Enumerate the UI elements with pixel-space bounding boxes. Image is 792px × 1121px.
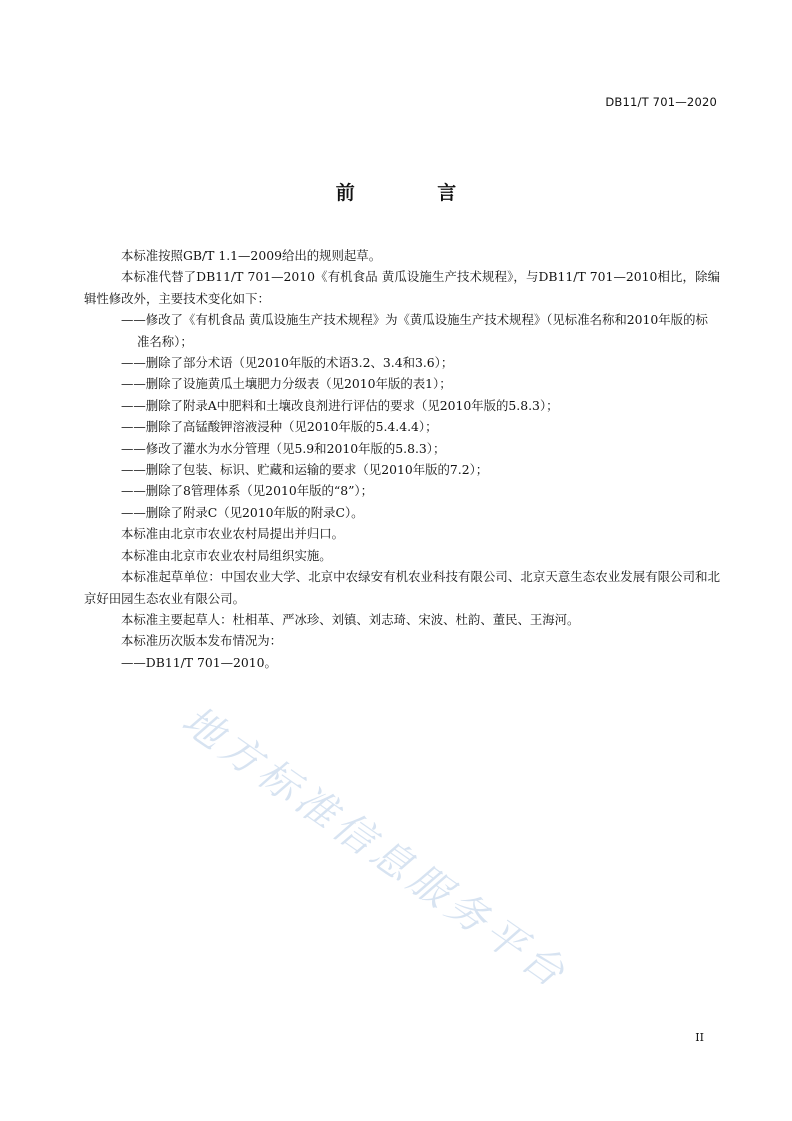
foreword-body <box>84 245 720 673</box>
change-item: ——修改了灌水为水分管理（见5.9和2010年版的5.8.3）； <box>121 440 446 456</box>
paragraph: 本标准主要起草人：杜相革、严冰珍、刘镇、刘志琦、宋波、杜韵、董民、王海河。 <box>121 611 580 627</box>
paragraph: 本标准代替了DB11/T 701—2010《有机食品 黄瓜设施生产技术规程》，与DB11/T 701—2010相比，除编辑性修改外，主要技术变化如下： <box>84 269 720 306</box>
paragraph: 本标准起草单位：中国农业大学、北京中农绿安有机农业科技有限公司、北京天意生态农业发展有限公司和北京好田园生态农业有限公司。 <box>84 569 720 606</box>
paragraph: 本标准由北京市农业农村局提出并归口。 <box>121 526 345 542</box>
change-item: ——修改了《有机食品 黄瓜设施生产技术规程》为《黄瓜设施生产技术规程》（见标准名称和2010年版的标准名称）； <box>121 312 708 349</box>
change-item: ——删除了8管理体系（见2010年版的“8”）； <box>121 483 374 499</box>
paragraph: 本标准历次版本发布情况为： <box>121 633 283 649</box>
change-item: ——删除了设施黄瓜土壤肥力分级表（见2010年版的表1）； <box>121 376 452 392</box>
page-number: II <box>695 1031 704 1044</box>
change-item: ——删除了高锰酸钾溶液浸种（见2010年版的5.4.4.4）； <box>121 419 438 435</box>
document-code: DB11/T 701—2020 <box>605 95 717 109</box>
change-item: ——删除了包装、标识、贮藏和运输的要求（见2010年版的7.2）； <box>121 462 489 478</box>
paragraph: 本标准由北京市农业农村局组织实施。 <box>121 547 332 563</box>
page-title: 前 言 <box>335 182 495 204</box>
watermark: 地方标准信息服务平台 <box>173 697 577 999</box>
history-item: ——DB11/T 701—2010。 <box>121 654 277 670</box>
change-item: ——删除了附录A中肥料和土壤改良剂进行评估的要求（见2010年版的5.8.3）； <box>121 397 559 413</box>
change-item: ——删除了附录C（见2010年版的附录C）。 <box>121 504 364 520</box>
change-item: ——删除了部分术语（见2010年版的术语3.2、3.4和3.6）； <box>121 355 454 371</box>
paragraph: 本标准按照GB/T 1.1—2009给出的规则起草。 <box>121 248 382 263</box>
